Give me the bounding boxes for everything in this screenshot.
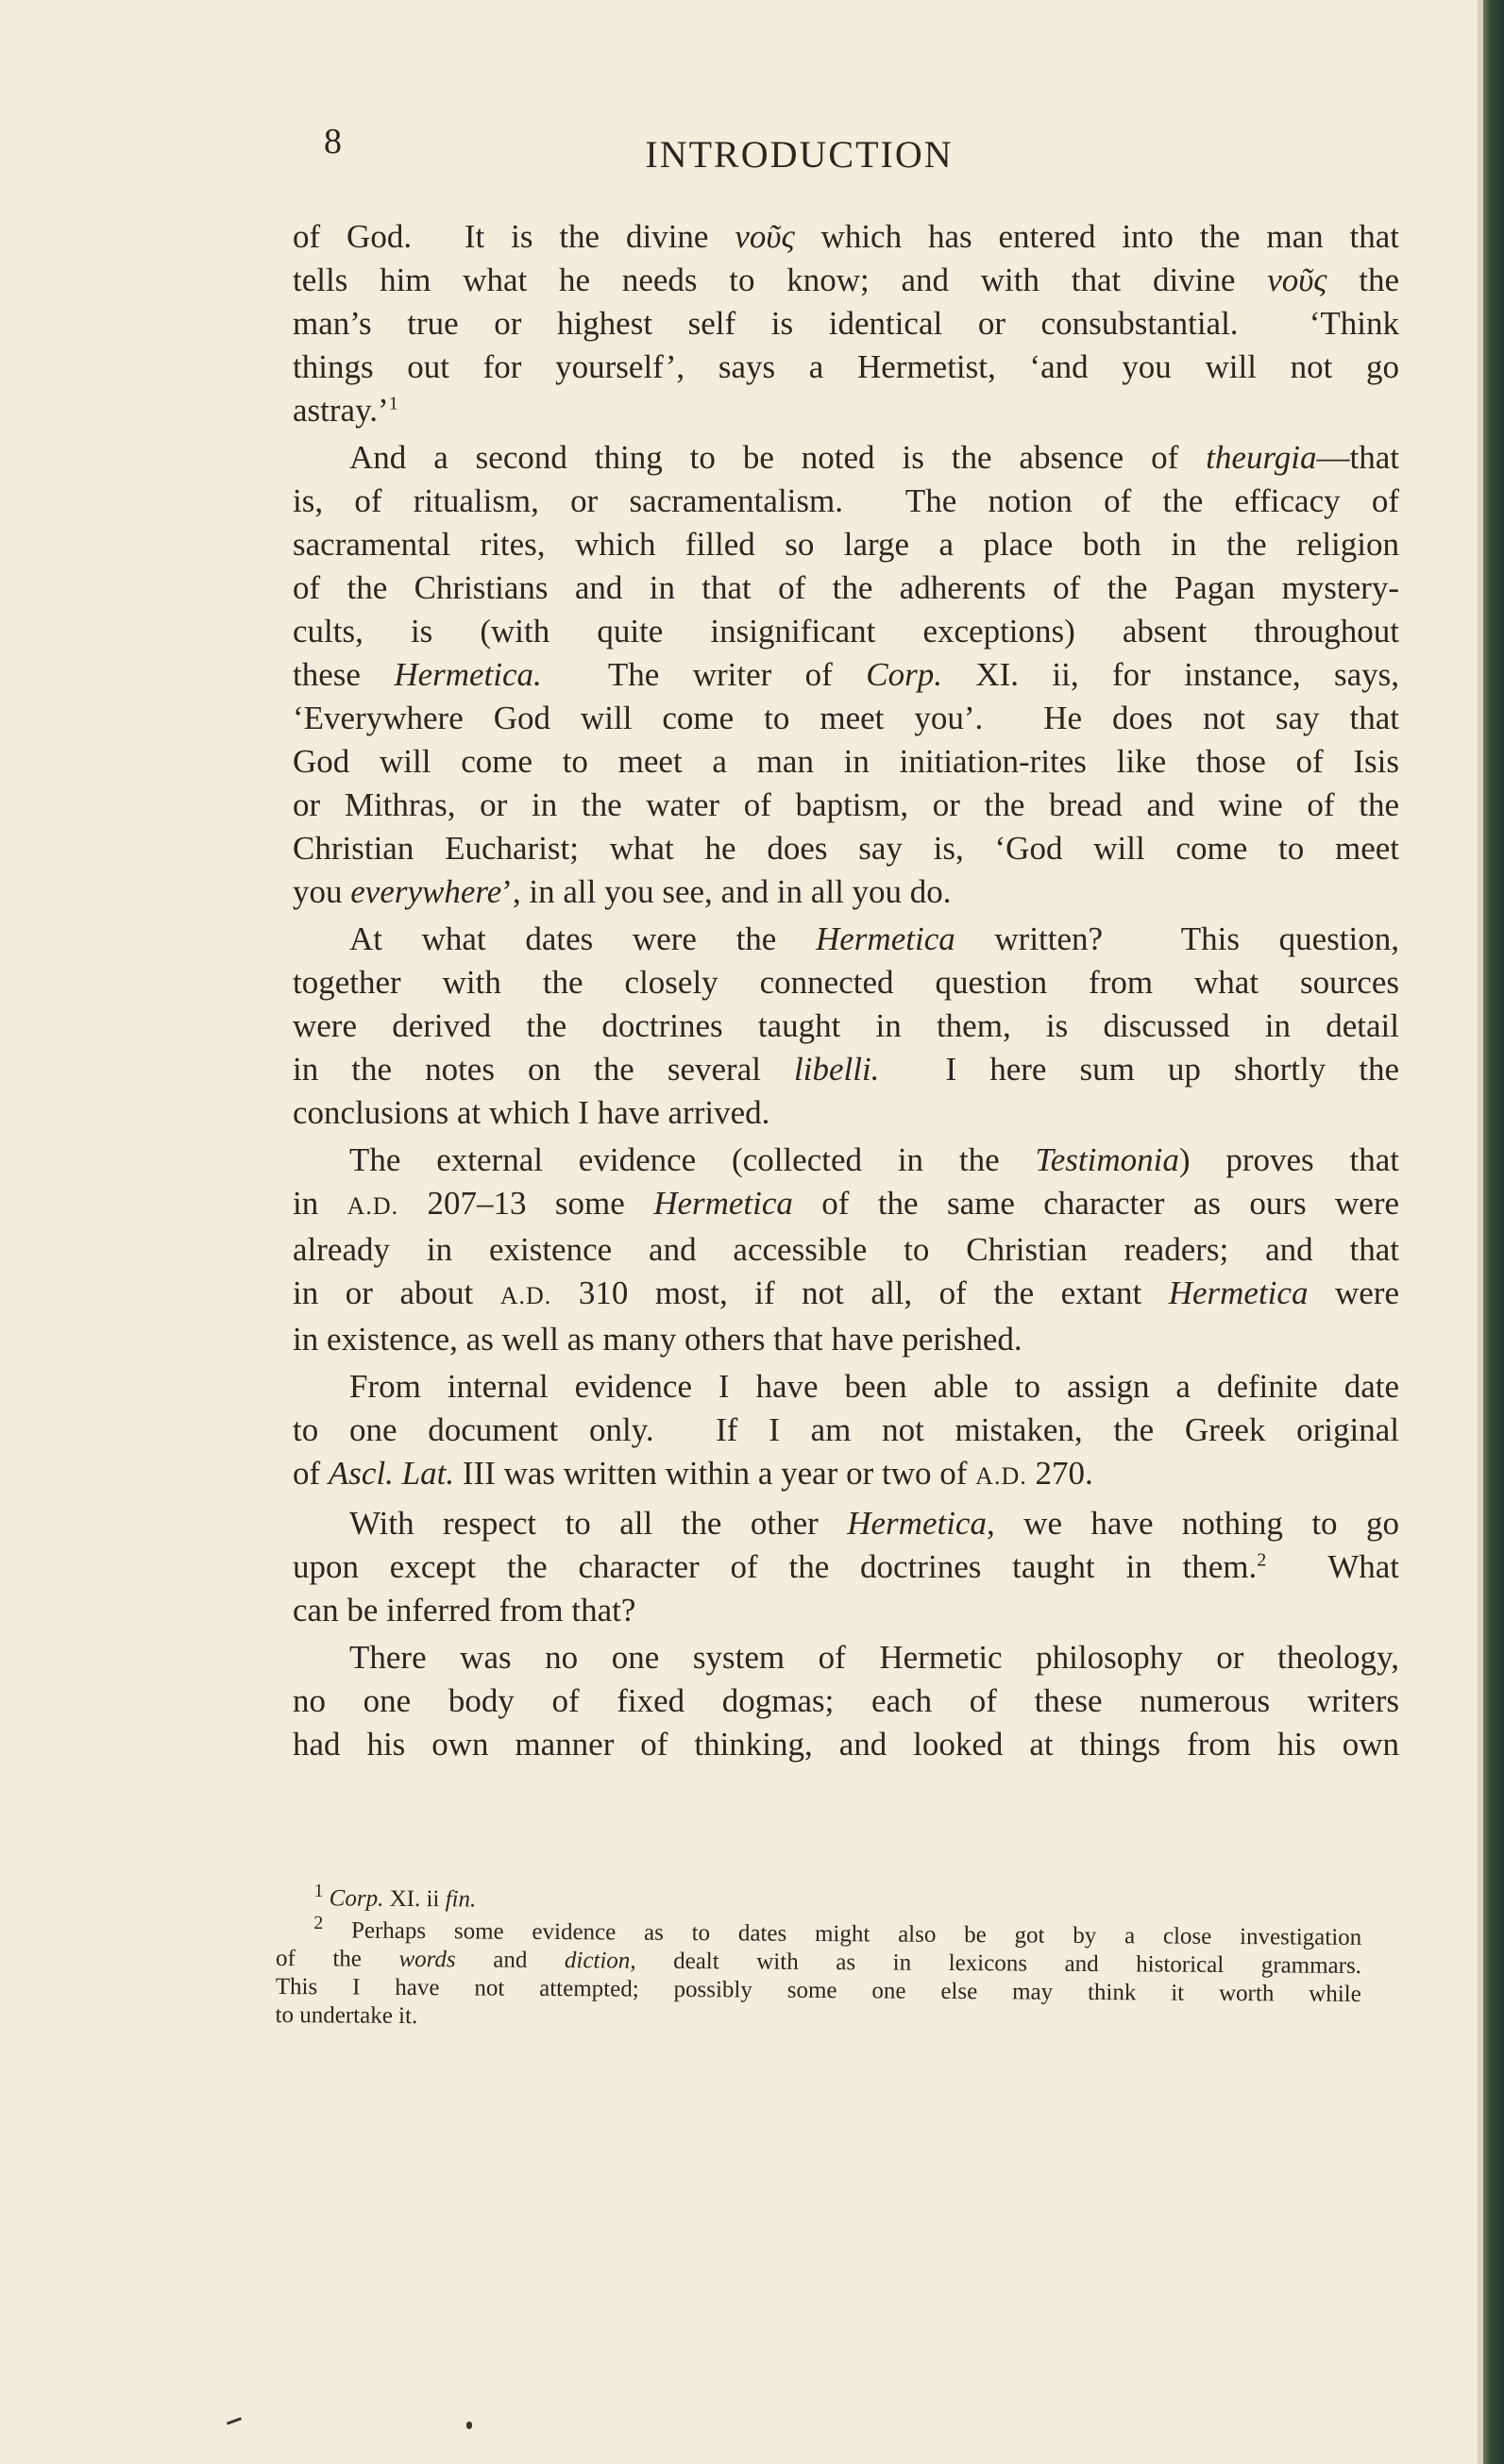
- paragraph: [293, 1365, 1399, 1498]
- text-run: A.D.: [975, 1462, 1027, 1490]
- text-line: [293, 1545, 1399, 1589]
- text-run: sacramental rites, which filled so large a place both in the religion: [293, 526, 1399, 563]
- text-line: [293, 1091, 1399, 1135]
- text-run: of the: [275, 1945, 399, 1972]
- text-run: no one body of fixed dogmas; each of these numerous writers: [293, 1682, 1399, 1719]
- italic-text: Hermetica: [1168, 1274, 1309, 1311]
- text-run: of God. It is the divine: [293, 218, 735, 255]
- text-line: [293, 259, 1399, 302]
- text-line: [293, 827, 1399, 870]
- text-line: [293, 1723, 1399, 1766]
- text-run: together with the closely connected question from what sources: [293, 964, 1399, 1001]
- text-run: man’s true or highest self is identical or consubstantial. ‘Think: [293, 305, 1399, 342]
- text-line: [293, 480, 1399, 523]
- text-line: [293, 346, 1399, 389]
- text-run: At what dates were the: [349, 920, 816, 957]
- text-line: [293, 1139, 1399, 1182]
- italic-text: Hermetica: [653, 1185, 793, 1222]
- body-text: [293, 215, 1399, 1770]
- text-run: conclusions at which I have arrived.: [293, 1094, 770, 1131]
- text-line: [293, 566, 1399, 610]
- text-run: , we have nothing to go: [986, 1505, 1399, 1542]
- text-run: —that: [1316, 439, 1399, 476]
- text-run: III was written within a year or two of: [454, 1455, 976, 1492]
- text-run: in or about: [293, 1274, 500, 1311]
- italic-text: theurgia: [1206, 439, 1317, 476]
- text-line: [293, 1318, 1399, 1361]
- text-run: What: [1266, 1548, 1399, 1585]
- text-run: written? This question,: [955, 920, 1399, 957]
- text-run: things out for yourself’, says a Hermetist, ‘and you will not go: [293, 348, 1399, 385]
- text-line: [293, 302, 1399, 346]
- text-run: cults, is (with quite insignificant exceptions) absent throughout: [293, 613, 1399, 650]
- text-run: of the Christians and in that of the adherents of the Pagan mystery-: [293, 569, 1399, 606]
- text-run: to undertake it.: [275, 2001, 418, 2030]
- footnote-ref: 2: [313, 1912, 324, 1934]
- text-line: [293, 961, 1399, 1004]
- text-line: [293, 1679, 1399, 1723]
- text-run: With respect to all the other: [349, 1505, 848, 1542]
- text-run: had his own manner of thinking, and looked at things from his own: [293, 1726, 1399, 1763]
- text-run: upon except the character of the doctrines taught in them.: [293, 1548, 1258, 1585]
- paragraph: [293, 215, 1399, 432]
- page-number: 8: [324, 122, 342, 161]
- italic-text: words: [398, 1946, 456, 1973]
- text-run: Christian Eucharist; what he does say is, ‘God will come to meet: [293, 830, 1399, 867]
- book-cover-edge: [1483, 0, 1504, 2464]
- footnote-ref: 1: [313, 1880, 324, 1902]
- italic-text: Hermetica: [847, 1505, 987, 1542]
- text-line: [293, 740, 1399, 784]
- text-run: ) proves that: [1178, 1141, 1399, 1178]
- italic-text: νοῦς: [1267, 262, 1327, 298]
- paragraph: [293, 1139, 1399, 1361]
- text-line: [276, 1880, 1361, 1920]
- text-run: Perhaps some evidence as to dates might also be got by a close investigation: [323, 1917, 1362, 1951]
- text-run: There was no one system of Hermetic philosophy or theology,: [349, 1639, 1399, 1676]
- text-run: The external evidence (collected in the: [349, 1141, 1036, 1178]
- text-line: [293, 1228, 1399, 1272]
- text-line: [293, 523, 1399, 566]
- text-line: [293, 870, 1399, 914]
- text-run: 270.: [1026, 1455, 1093, 1492]
- paragraph: [293, 918, 1399, 1135]
- text-run: I here sum up shortly the: [879, 1051, 1399, 1088]
- text-run: is, of ritualism, or sacramentalism. The notion of the efficacy of: [293, 482, 1399, 519]
- text-run: were: [1308, 1274, 1399, 1311]
- italic-text: Corp.: [866, 656, 942, 693]
- scan-speck: [466, 2422, 472, 2429]
- text-run: to one document only. If I am not mistaken, the Greek original: [293, 1411, 1399, 1448]
- paragraph: [293, 1502, 1399, 1632]
- text-line: [293, 1272, 1399, 1318]
- text-line: [293, 389, 1399, 432]
- footnote-ref: 1: [388, 393, 398, 414]
- text-run: and: [455, 1947, 566, 1974]
- footnote: [276, 1880, 1361, 1920]
- footnote-ref: 2: [1257, 1549, 1267, 1571]
- text-run: of: [293, 1455, 329, 1492]
- paragraph: [293, 436, 1399, 914]
- text-run: these: [293, 656, 395, 693]
- italic-text: νοῦς: [735, 218, 795, 255]
- text-line: [293, 697, 1399, 740]
- text-run: of the same character as ours were: [792, 1185, 1400, 1222]
- text-line: [293, 1452, 1399, 1498]
- text-line: [293, 1409, 1399, 1452]
- text-line: [293, 215, 1399, 259]
- text-run: or Mithras, or in the water of baptism, or the bread and wine of the: [293, 786, 1399, 823]
- text-line: [293, 1365, 1399, 1409]
- text-run: , dealt with as in lexicons and historical grammars.: [630, 1948, 1362, 1980]
- italic-text: Testimonia: [1035, 1141, 1179, 1178]
- text-line: [293, 610, 1399, 653]
- text-line: [293, 653, 1399, 697]
- text-run: were derived the doctrines taught in them, is discussed in detail: [293, 1007, 1399, 1044]
- text-line: [293, 1004, 1399, 1048]
- text-run: in: [293, 1185, 347, 1222]
- text-run: God will come to meet a man in initiation-rites like those of Isis: [293, 743, 1399, 780]
- running-title: INTRODUCTION: [645, 133, 954, 176]
- paragraph: [293, 1636, 1399, 1766]
- italic-text: libelli.: [794, 1051, 880, 1088]
- text-run: the: [1327, 262, 1400, 298]
- text-run: XI. ii: [383, 1885, 446, 1913]
- text-run: already in existence and accessible to Christian readers; and that: [293, 1231, 1399, 1268]
- italic-text: fin.: [445, 1886, 477, 1913]
- text-run: The writer of: [541, 656, 867, 693]
- text-run: in existence, as well as many others that have perished.: [293, 1321, 1022, 1358]
- text-line: [293, 1589, 1399, 1632]
- text-run: This I have not attempted; possibly some one else may think it worth while: [275, 1973, 1361, 2008]
- text-run: ‘Everywhere God will come to meet you’. He does not say that: [293, 700, 1399, 736]
- italic-text: Corp.: [329, 1885, 384, 1912]
- footnotes: [275, 1880, 1362, 2041]
- text-run: ’, in all you see, and in all you do.: [501, 873, 952, 910]
- text-run: in the notes on the several: [293, 1051, 795, 1088]
- italic-text: Ascl. Lat.: [328, 1455, 455, 1492]
- text-run: 207–13 some: [398, 1185, 654, 1222]
- text-line: [293, 918, 1399, 961]
- italic-text: everywhere: [350, 873, 502, 910]
- text-run: And a second thing to be noted is the absence of: [349, 439, 1207, 476]
- text-line: [293, 1182, 1399, 1228]
- text-run: XI. ii, for instance, says,: [941, 656, 1400, 693]
- text-line: [293, 436, 1399, 480]
- text-run: can be inferred from that?: [293, 1592, 636, 1629]
- italic-text: diction: [564, 1948, 631, 1974]
- text-line: [293, 1502, 1399, 1545]
- text-run: 310 most, if not all, of the extant: [551, 1274, 1169, 1311]
- text-run: you: [293, 873, 351, 910]
- italic-text: Hermetica.: [394, 656, 542, 693]
- text-line: [293, 1636, 1399, 1679]
- text-run: which has entered into the man that: [794, 218, 1399, 255]
- footnote: [275, 1912, 1362, 2037]
- text-run: tells him what he needs to know; and with that divine: [293, 262, 1268, 298]
- text-run: A.D.: [499, 1282, 552, 1309]
- text-run: From internal evidence I have been able to assign a definite date: [349, 1368, 1399, 1405]
- italic-text: Hermetica: [816, 920, 955, 957]
- scan-speck: [227, 2417, 242, 2424]
- text-line: [293, 1048, 1399, 1091]
- text-run: A.D.: [346, 1192, 399, 1220]
- text-line: [293, 784, 1399, 827]
- text-run: astray.’: [293, 392, 389, 429]
